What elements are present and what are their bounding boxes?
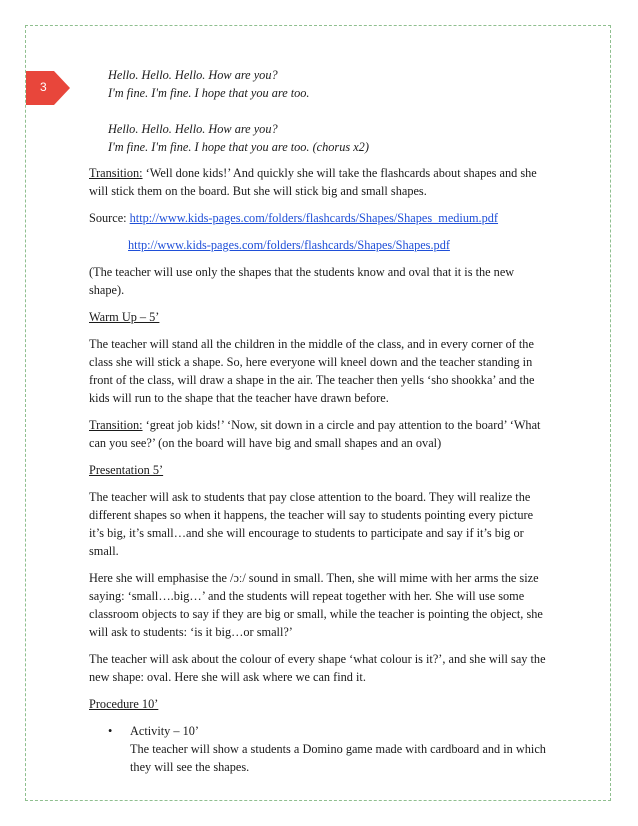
song-lyrics (108, 66, 551, 156)
transition-text: ‘Well done kids!’ And quickly she will take the flashcards about shapes and she will stick them on the board. But she will stick big and small shapes. (89, 166, 537, 198)
song-line: I'm fine. I'm fine. I hope that you are too. (108, 86, 310, 100)
transition-paragraph (89, 164, 551, 200)
transition-text: ‘great job kids!’ ‘Now, sit down in a circle and pay attention to the board’ ‘What can you see?’ (on the board will have big and small shapes and an oval) (89, 418, 541, 450)
document-body (89, 66, 551, 776)
source-paragraph-2 (89, 236, 551, 254)
page-number: 3 (40, 80, 47, 94)
song-line: I'm fine. I'm fine. I hope that you are too. (chorus x2) (108, 140, 369, 154)
source-link-medium[interactable]: http://www.kids-pages.com/folders/flashcards/Shapes/Shapes_medium.pdf (129, 211, 499, 225)
song-line: Hello. Hello. Hello. How are you? (108, 68, 278, 82)
activity-text: The teacher will show a students a Domino game made with cardboard and in which they will see the shapes. (130, 742, 546, 774)
procedure-heading: Procedure 10’ (89, 697, 159, 711)
transition-label: Transition: (89, 418, 143, 432)
warmup-heading-paragraph (89, 308, 551, 326)
presentation-text-1: The teacher will ask to students that pay close attention to the board. They will realize the different shapes so when it happens, the teacher will say to students pointing every picture it’s big, it’s small…and she will encourage to students to participate and say if it’s big or small. (89, 490, 534, 558)
bullet-icon: • (108, 724, 113, 738)
presentation-heading: Presentation 5’ (89, 463, 164, 477)
warmup-text: The teacher will stand all the children in the middle of the class, and in every corner of the class she will stick a shape. So, here everyone will kneel down and the teacher standing in front of the class, will draw a shape in the air. The teacher then yells ‘sho shookka’ and the kids will run to the shape that the teacher have drawn before. (89, 337, 535, 405)
source-label: Source: (89, 211, 130, 225)
presentation-text-2: Here she will emphasise the /ɔː/ sound in small. Then, she will mime with her arms the size saying: ‘small….big…’ and the students will repeat together with her. She will use some classroom objects to say if they are big or small, while the teacher is pointing the object, she will ask to students: ‘is it big…or small?’ (89, 571, 543, 639)
transition-label: Transition: (89, 166, 143, 180)
transition-paragraph-2 (89, 416, 551, 452)
presentation-text-3: The teacher will ask about the colour of every shape ‘what colour is it?’, and she will say the new shape: oval. Here she will ask where we can find it. (89, 652, 546, 684)
song-line: Hello. Hello. Hello. How are you? (108, 122, 278, 136)
source-paragraph (89, 209, 551, 227)
source-link-shapes[interactable]: http://www.kids-pages.com/folders/flashcards/Shapes/Shapes.pdf (128, 238, 450, 252)
page-number-tab (26, 71, 70, 105)
note-paragraph: (The teacher will use only the shapes that the students know and oval that it is the new shape). (89, 265, 515, 297)
procedure-heading-paragraph (89, 695, 551, 713)
list-item (89, 722, 551, 776)
activity-title: Activity – 10’ (130, 724, 199, 738)
warmup-heading: Warm Up – 5’ (89, 310, 160, 324)
page-number-arrow-icon (26, 71, 70, 105)
presentation-heading-paragraph (89, 461, 551, 479)
procedure-list (89, 722, 551, 776)
